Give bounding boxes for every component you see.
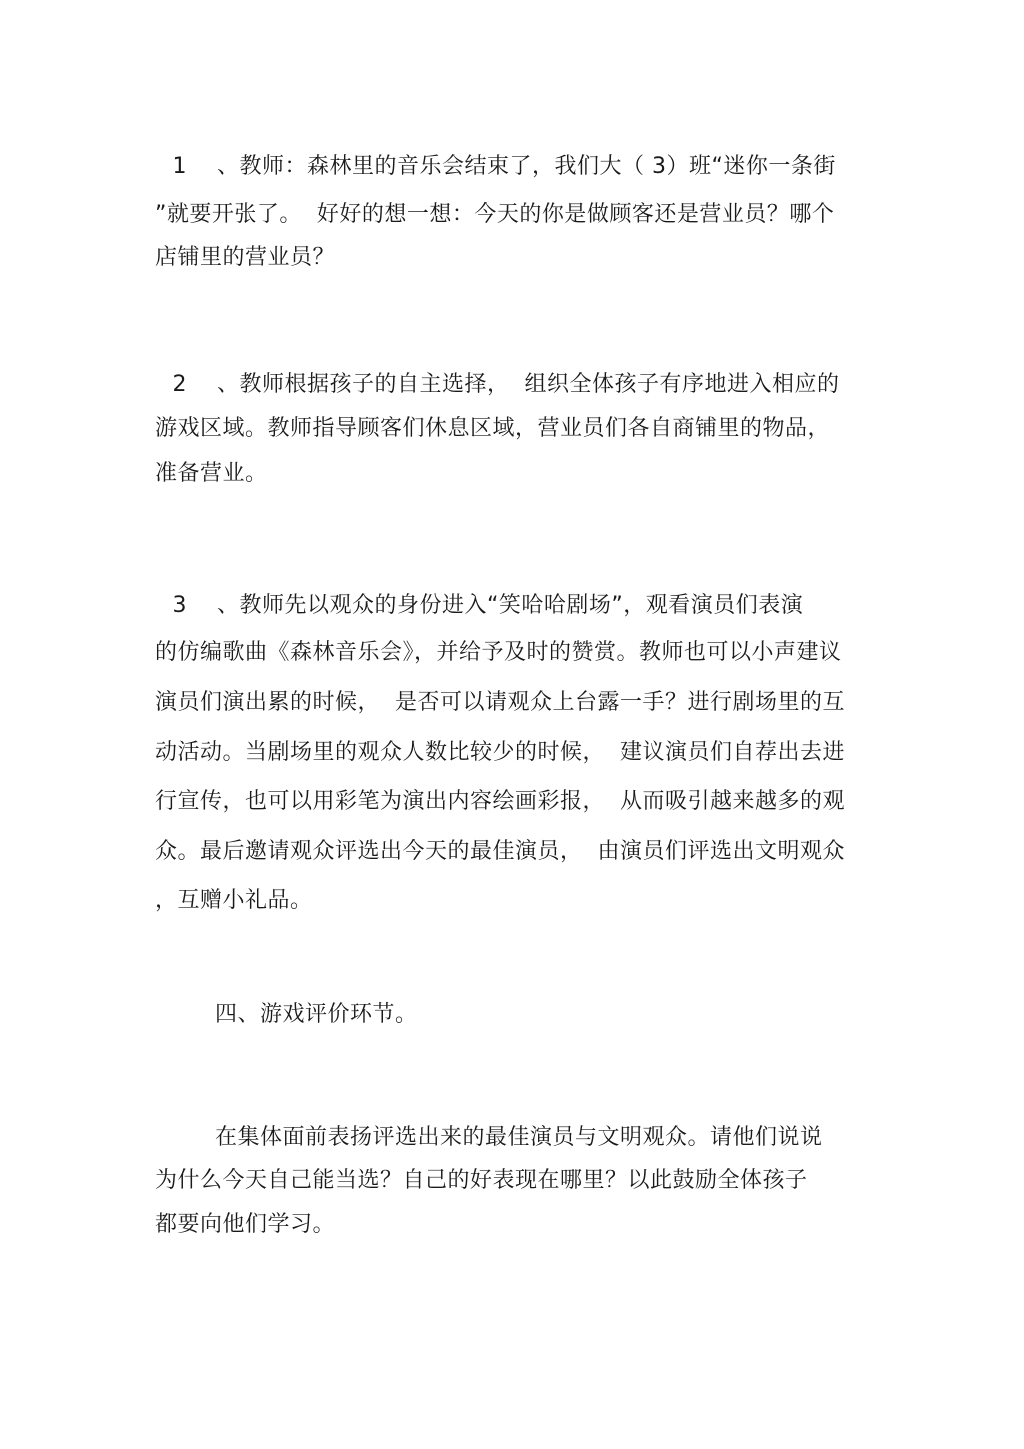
text-line: 1 、教师：森林里的音乐会结束了，我们大（ 3）班“迷你一条街 (165, 154, 836, 179)
text-line: 的仿编歌曲《森林音乐会》，并给予及时的赞赏。教师也可以小声建议 (155, 640, 842, 665)
text-line: 为什么今天自己能当选？自己的好表现在哪里？以此鼓励全体孩子 (155, 1168, 808, 1193)
section-title: 四、游戏评价环节。 (215, 1002, 418, 1027)
text-line: 动活动。当剧场里的观众人数比较少的时候， 建议演员们自荐出去进 (155, 740, 845, 765)
text-line: 2 、教师根据孩子的自主选择， 组织全体孩子有序地进入相应的 (165, 372, 840, 397)
text-line: 在集体面前表扬评选出来的最佳演员与文明观众。请他们说说 (215, 1125, 823, 1150)
text-line: 店铺里的营业员？ (155, 245, 336, 270)
text-line: 演员们演出累的时候， 是否可以请观众上台露一手？进行剧场里的互 (155, 690, 845, 715)
text-line: ，互赠小礼品。 (155, 888, 313, 913)
text-line: 行宣传，也可以用彩笔为演出内容绘画彩报， 从而吸引越来越多的观 (155, 789, 845, 814)
text-line: ”就要开张了。 好好的想一想：今天的你是做顾客还是营业员？哪个 (155, 202, 835, 227)
text-line: 游戏区域。教师指导顾客们休息区域，营业员们各自商铺里的物品， (155, 416, 831, 441)
text-line: 3 、教师先以观众的身份进入“笑哈哈剧场”，观看演员们表演 (165, 593, 804, 618)
text-line: 众。最后邀请观众评选出今天的最佳演员， 由演员们评选出文明观众 (155, 839, 845, 864)
text-line: 都要向他们学习。 (155, 1212, 336, 1237)
text-line: 准备营业。 (155, 461, 268, 486)
